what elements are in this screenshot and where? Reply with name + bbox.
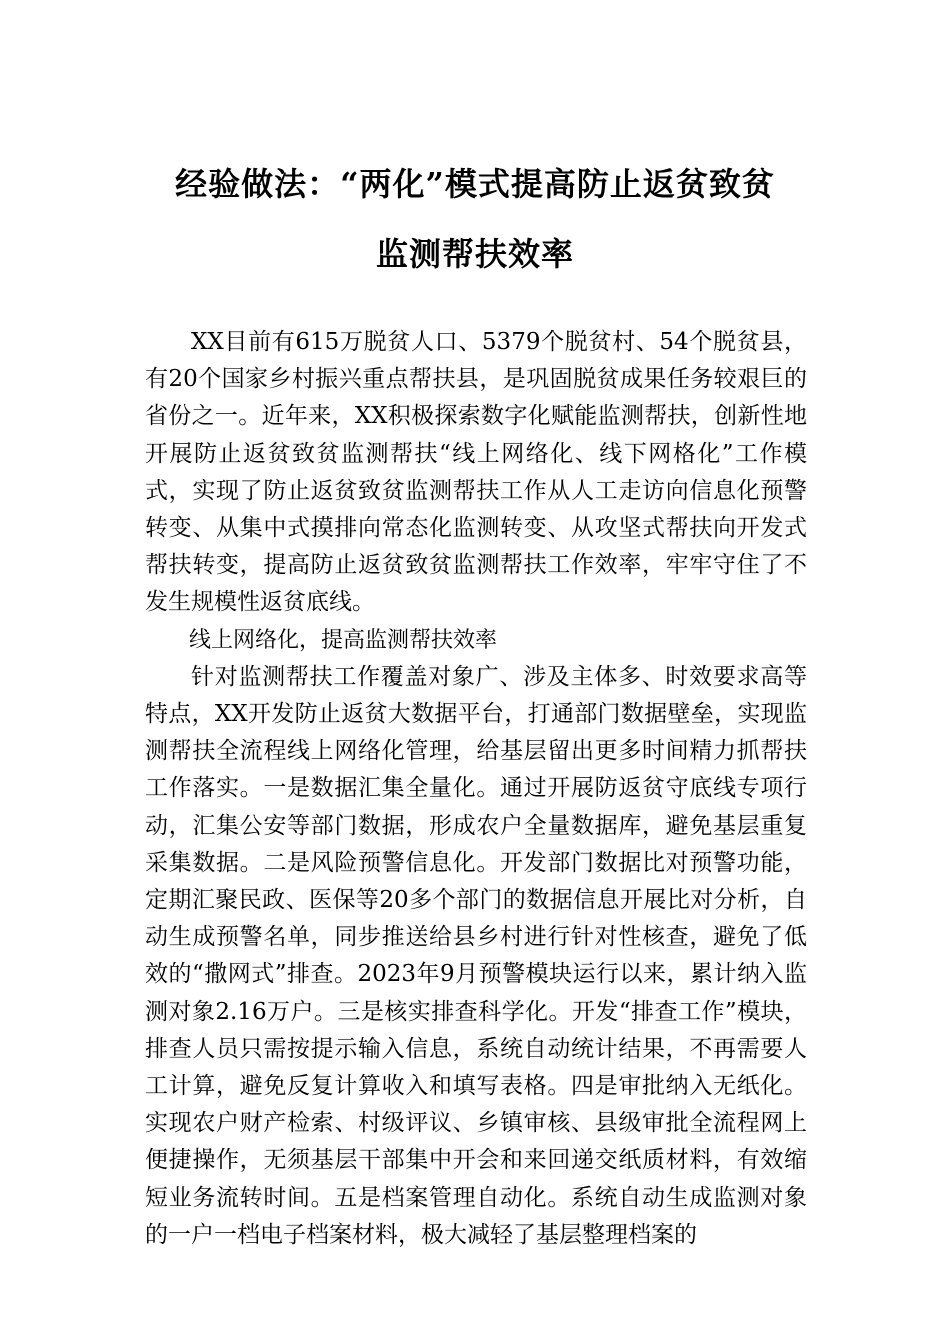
section-heading: 线上网络化，提高监测帮扶效率 [189,627,498,653]
intro-paragraph: XX目前有615万脱贫人口、5379个脱贫村、54个脱贫县，有20个国家乡村振兴重点帮扶县，是巩固脱贫成果任务较艰巨的省份之一。近年来，XX积极探索数字化赋能监测帮扶，创新性地开展防止返贫致贫监测帮扶“线上网络化、线下网格化”工作模式，实现了防止返贫致贫监测帮扶工作从人工走访向信息化预警转变、从集中式摸排向常态化监测转变、从攻坚式帮扶向开发式帮扶转变，提高防止返贫致贫监测帮扶工作效率，牢牢守住了不发生规模性返贫底线。 [145,329,807,616]
document-title-line-1: 经验做法：“两化”模式提高防止返贫致贫 [175,165,775,203]
document-title-line-2: 监测帮扶效率 [375,235,574,273]
document-body [145,324,807,1254]
section-paragraph: 针对监测帮扶工作覆盖对象广、涉及主体多、时效要求高等特点，XX开发防止返贫大数据平台，打通部门数据壁垒，实现监测帮扶全流程线上网络化管理，给基层留出更多时间精力抓帮扶工作落实。一是数据汇集全量化。通过开展防返贫守底线专项行动，汇集公安等部门数据，形成农户全量数据库，避免基层重复采集数据。二是风险预警信息化。开发部门数据比对预警功能，定期汇聚民政、医保等20多个部门的数据信息开展比对分析，自动生成预警名单，同步推送给县乡村进行针对性核查，避免了低效的“撒网式”排查。2023年9月预警模块运行以来，累计纳入监测对象2.16万户。三是核实排查科学化。开发“排查工作”模块，排查人员只需按提示输入信息，系统自动统计结果，不再需要人工计算，避免反复计算收入和填写表格。四是审批纳入无纸化。实现农户财产检索、村级评议、乡镇审核、县级审批全流程网上便捷操作，无须基层干部集中开会和来回递交纸质材料，有效缩短业务流转时间。五是档案管理自动化。系统自动生成监测对象的一户一档电子档案材料，极大减轻了基层整理档案的 [145,663,807,1248]
